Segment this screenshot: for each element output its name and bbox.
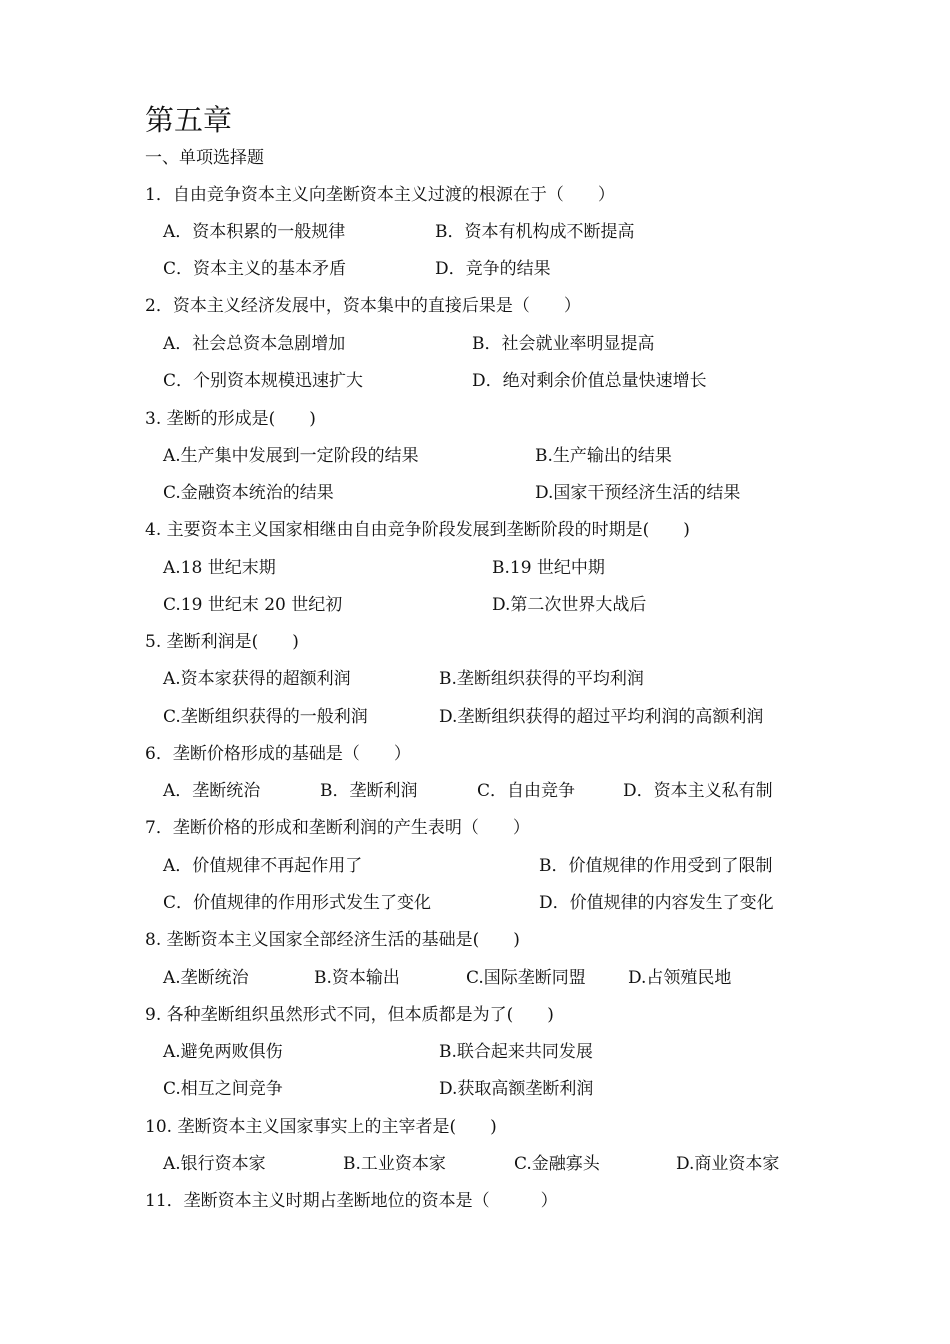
chapter-title: 第五章 xyxy=(145,103,233,137)
question-stem: 2．资本主义经济发展中，资本集中的直接后果是（ ） xyxy=(145,296,581,316)
question-option: A.生产集中发展到一定阶段的结果 xyxy=(163,446,419,466)
question-stem: 10. 垄断资本主义国家事实上的主宰者是( ) xyxy=(145,1117,497,1137)
question-option: A．价值规律不再起作用了 xyxy=(163,856,363,876)
question-option: B.联合起来共同发展 xyxy=(439,1042,593,1062)
question-option: B．垄断利润 xyxy=(320,781,418,801)
question-stem: 9. 各种垄断组织虽然形式不同，但本质都是为了( ) xyxy=(145,1005,554,1025)
question-option: B.垄断组织获得的平均利润 xyxy=(439,669,644,689)
question-option: A.垄断统治 xyxy=(163,968,249,988)
section-title: 一、单项选择题 xyxy=(145,148,264,168)
question-option: C．个别资本规模迅速扩大 xyxy=(163,371,364,391)
question-option: C．资本主义的基本矛盾 xyxy=(163,259,347,279)
question-stem: 7．垄断价格的形成和垄断利润的产生表明（ ） xyxy=(145,818,530,838)
question-option: A．垄断统治 xyxy=(163,781,261,801)
question-stem: 11．垄断资本主义时期占垄断地位的资本是（ ） xyxy=(145,1191,558,1211)
question-stem: 1．自由竞争资本主义向垄断资本主义过渡的根源在于（ ） xyxy=(145,185,615,205)
question-option: D．资本主义私有制 xyxy=(623,781,773,801)
question-option: C.相互之间竞争 xyxy=(163,1079,283,1099)
question-option: C.国际垄断同盟 xyxy=(466,968,586,988)
question-option: B.工业资本家 xyxy=(343,1154,446,1174)
question-option: B.资本输出 xyxy=(314,968,400,988)
question-option: D.占领殖民地 xyxy=(628,968,732,988)
question-option: A.资本家获得的超额利润 xyxy=(163,669,351,689)
question-option: B．价值规律的作用受到了限制 xyxy=(539,856,773,876)
question-option: B．社会就业率明显提高 xyxy=(472,334,655,354)
question-option: C.金融资本统治的结果 xyxy=(163,483,334,503)
question-option: C.金融寡头 xyxy=(514,1154,600,1174)
question-stem: 6．垄断价格形成的基础是（ ） xyxy=(145,744,411,764)
question-option: A.18 世纪末期 xyxy=(163,558,276,578)
question-option: B.19 世纪中期 xyxy=(492,558,605,578)
question-option: D．绝对剩余价值总量快速增长 xyxy=(472,371,707,391)
question-option: A.避免两败俱伤 xyxy=(163,1042,283,1062)
question-stem: 5. 垄断利润是( ) xyxy=(145,632,299,652)
question-option: B．资本有机构成不断提高 xyxy=(435,222,635,242)
question-option: A.银行资本家 xyxy=(163,1154,266,1174)
question-stem: 3. 垄断的形成是( ) xyxy=(145,409,316,429)
question-option: C．价值规律的作用形式发生了变化 xyxy=(163,893,432,913)
question-option: D．竞争的结果 xyxy=(435,259,551,279)
question-option: A．资本积累的一般规律 xyxy=(163,222,346,242)
question-option: C．自由竞争 xyxy=(477,781,576,801)
question-option: D.商业资本家 xyxy=(676,1154,780,1174)
question-stem: 8. 垄断资本主义国家全部经济生活的基础是( ) xyxy=(145,930,520,950)
question-option: A．社会总资本急剧增加 xyxy=(163,334,346,354)
question-option: D.国家干预经济生活的结果 xyxy=(535,483,741,503)
question-stem: 4. 主要资本主义国家相继由自由竞争阶段发展到垄断阶段的时期是( ) xyxy=(145,520,690,540)
question-option: C.19 世纪末 20 世纪初 xyxy=(163,595,343,615)
question-option: D.垄断组织获得的超过平均利润的高额利润 xyxy=(439,707,764,727)
question-option: D.第二次世界大战后 xyxy=(492,595,647,615)
question-option: B.生产输出的结果 xyxy=(535,446,672,466)
question-option: D.获取高额垄断利润 xyxy=(439,1079,594,1099)
question-option: D．价值规律的内容发生了变化 xyxy=(539,893,774,913)
question-option: C.垄断组织获得的一般利润 xyxy=(163,707,368,727)
